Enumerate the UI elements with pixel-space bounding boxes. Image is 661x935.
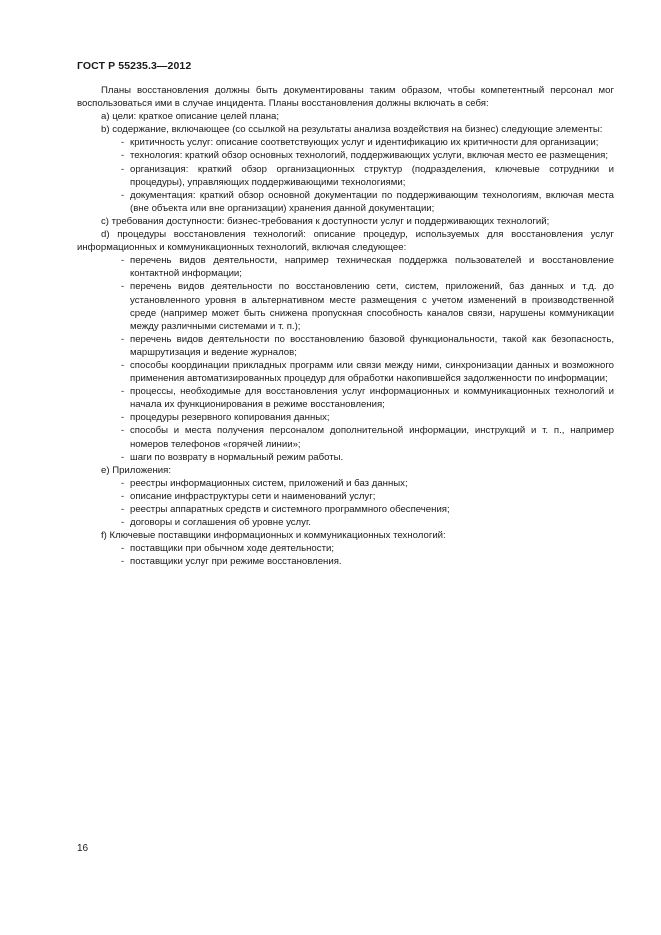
list-item: - договоры и соглашения об уровне услуг.: [121, 517, 311, 529]
item-c: c) требования доступности: бизнес-требования к доступности услуг и поддерживающих технологий;: [101, 215, 550, 227]
item-f: f) Ключевые поставщики информационных и коммуникационных технологий:: [101, 530, 446, 542]
bullet-mark: -: [121, 556, 125, 568]
list-item: - перечень видов деятельности, например техническая поддержка пользователей и восстановление контактной информации;: [121, 255, 614, 280]
bullet-mark: -: [121, 412, 125, 424]
bullet-mark: -: [121, 137, 125, 149]
bullet-mark: -: [121, 189, 125, 201]
bullet-mark: -: [121, 255, 125, 267]
bullet-mark: -: [121, 477, 125, 489]
list-item: - критичность услуг: описание соответствующих услуг и идентификацию их критичности для организации;: [121, 137, 599, 149]
bullet-mark: -: [121, 504, 125, 515]
bullet-mark: -: [121, 543, 125, 555]
d-bullet-list: [77, 254, 614, 464]
list-item: - реестры аппаратных средств и системного программного обеспечения;: [121, 504, 450, 515]
standard-header: ГОСТ Р 55235.3—2012: [77, 60, 192, 72]
item-b: b) содержание, включающее (со ссылкой на результаты анализа воздействия на бизнес) следующие элементы:: [101, 124, 603, 136]
list-item: - поставщики услуг при режиме восстановления.: [121, 556, 342, 568]
bullet-mark: -: [121, 425, 125, 437]
list-item: - реестры информационных систем, приложений и баз данных;: [121, 477, 408, 489]
list-item: - перечень видов деятельности по восстановлению сети, систем, приложений, баз данных и т.д. до установленного уровня в альтернативном месте размещения с учетом изменений в производственной среде (например может быть снижена пропускная способность каналов связи, нарушены коммуникации между различными системами и т. п.);: [121, 281, 614, 332]
item-e: e) Приложения:: [101, 464, 171, 476]
list-item: - документация: краткий обзор основной документации по поддерживающим технологиям, включая места (вне объекта или вне организации) хранения данной документации;: [121, 189, 614, 214]
bullet-mark: -: [121, 163, 125, 175]
b-bullet-list: [77, 136, 614, 215]
bullet-mark: -: [121, 281, 125, 293]
list-item: - процессы, необходимые для восстановления услуг информационных и коммуникационных технологий и начала их функционирования в режиме восстановления;: [121, 386, 614, 411]
bullet-mark: -: [121, 451, 125, 463]
list-item: - поставщики при обычном ходе деятельности;: [121, 543, 334, 555]
bullet-mark: -: [121, 517, 125, 529]
list-item: - перечень видов деятельности по восстановлению базовой функциональности, такой как безопасность, маршрутизация и ведение журналов;: [121, 333, 614, 358]
list-item: - организация: краткий обзор организационных структур (подразделения, ключевые сотрудники и процедуры), управляющих поддерживающими технологиями;: [121, 163, 614, 188]
list-item: - шаги по возврату в нормальный режим работы.: [121, 451, 344, 463]
list-item: - способы координации прикладных программ или связи между ними, синхронизации данных и возможного применения автоматизированных процедур для обработки накопившейся задолженности по информации;: [121, 359, 614, 385]
e-bullet-list: [77, 477, 614, 529]
item-d: d) процедуры восстановления технологий: описание процедур, используемых для восстановления услуг информационных и коммуникационных технологий, включая следующее:: [77, 229, 614, 254]
bullet-mark: -: [121, 150, 125, 162]
bullet-mark: -: [121, 333, 125, 345]
bullet-mark: -: [121, 359, 125, 371]
bullet-mark: -: [121, 386, 125, 398]
f-bullet-list: [77, 542, 614, 568]
page-number: 16: [77, 843, 89, 854]
list-item: - процедуры резервного копирования данных;: [121, 412, 330, 424]
list-item: - способы и места получения персоналом дополнительной информации, инструкций и т. п., например номеров телефонов «горячей линии»;: [121, 425, 614, 450]
bullet-mark: -: [121, 490, 125, 502]
item-a: a) цели: краткое описание целей плана;: [101, 111, 280, 123]
list-item: - описание инфраструктуры сети и наименований услуг;: [121, 490, 376, 502]
intro-paragraph: Планы восстановления должны быть документированы таким образом, чтобы компетентный персонал мог воспользоваться ими в случае инцидента. Планы восстановления должны включать в себя:: [77, 85, 614, 110]
document-body: [77, 84, 614, 568]
list-item: - технология: краткий обзор основных технологий, поддерживающих услуги, включая место ее размещения;: [121, 150, 609, 162]
